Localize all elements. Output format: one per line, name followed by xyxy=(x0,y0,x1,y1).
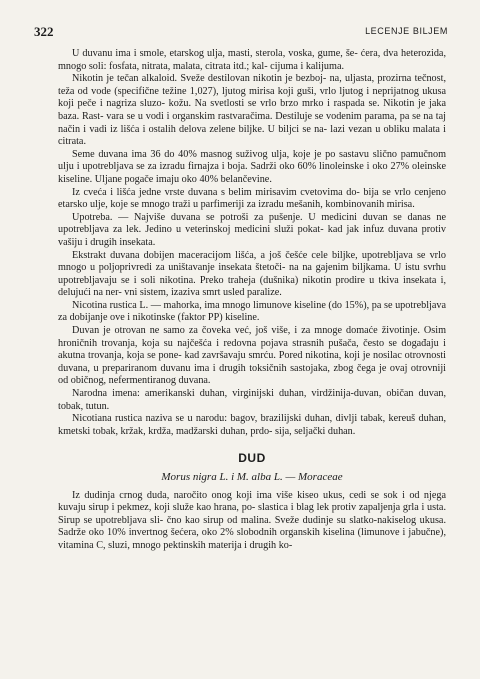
paragraph-folk-names: Narodna imena: amerikanski duhan, virginijski duhan, virdžinija-duvan, običan duvan, tobak, tutun. xyxy=(58,388,446,412)
paragraph-dud: Iz dudinja crnog duda, naročito onog koji ima više kiseo ukus, cedi se sok i od njega kuvaju sirup i pekmez, koji služe kao hrana, po- slastica i blag lek protiv zapaljenja grla i usta. Sirup se upotrebljava sli- čno kao sirup od malina. Sveže dudinje su slatko-nakiselog ukusa. Sadrže oko 10% invertnog šećera, oko 2% slobodnih organskih kiselina (limunove i jabučne), vitamina C, sluzi, mnogo pektinskih materija i drugih ko- xyxy=(58,489,446,551)
section-subtitle: Morus nigra L. i M. alba L. — Moraceae xyxy=(161,471,343,483)
paragraph-toxicity: Duvan je otrovan ne samo za čoveka već, još više, i za mnoge domaće životinje. Osim hroničnih trovanja, koja su najčešća i redovna pojava strasnih pušača, često se događaju i akutna trovanja, koja se pone- kad završavaju smrću. Pored nikotina, koji je nosilac otrovnosti duvana, u prepariranom duvanu ima i drugih toksičnih sastojaka, zbog čega je ovaj otrovniji od običnog, nefermentiranog duvana. xyxy=(58,325,446,387)
page-header xyxy=(34,24,448,40)
running-head: LECENJE BILJEM xyxy=(365,26,448,36)
page-number: 322 xyxy=(34,24,54,39)
section-title: DUD xyxy=(238,451,266,466)
paragraph-extract: Ekstrakt duvana dobijen maceracijom lišća, a još češće cele biljke, upotrebljava se vrlo mnogo u poljoprivredi za uništavanje insekata štetoči- na na gajenim biljkama. U istu svrhu upotrebljavaju se i soli nikotina. Preko traheja (dušnika) nikotin prodire u tkiva insekata i, delujući na ner- vni sistem, izaziva smrt usled paralize. xyxy=(58,249,446,299)
paragraph-seed-oil: Seme duvana ima 36 do 40% masnog suživog ulja, koje je po sastavu slično pamučnom ulju i upotrebljava se za izradu firnajza i boja. Sadrži oko 60% linoleinske i oko 27% oleinske kiseline. Uljane pogače imaju oko 40% belančevine. xyxy=(58,148,446,185)
paragraph-rustica-names: Nicotiana rustica naziva se u narodu: bagov, brazilijski duhan, divlji tabak, kereuš duhan, kmetski tobak, kržak, krdža, madžarski duhan, prdo- sija, seljački duhan. xyxy=(58,413,446,437)
body-text xyxy=(58,48,446,553)
paragraph-usage: Upotreba. — Najviše duvana se potroši za pušenje. U medicini duvan se danas ne upotrebljava za lek. Jedino u veterinskoj medicini služi pokat- kad jak infuz duvana protiv vašiju i drugih insekata. xyxy=(58,211,446,248)
paragraph-nicotina-rustica: Nicotina rustica L. — mahorka, ima mnogo limunove kiseline (do 15%), pa se upotrebljava za dobijanje ove i nikotinske (faktor PP) kiseline. xyxy=(58,299,446,324)
paragraph-composition: U duvanu ima i smole, etarskog ulja, masti, sterola, voska, gume, še- ćera, dva heterozida, mnogo soli: fosfata, nitrata, malata, citrata itd.; kal- cijuma i kalijuma. xyxy=(58,48,446,72)
paragraph-nicotine: Nikotin je tečan alkaloid. Sveže destilovan nikotin je bezboj- na, uljasta, prozirna tečnost, teža od vode (specifične težine 1,027), ljutog mirisa koji guši, vrlo ljutog i neprijatnog ukusa koji peče i nagriza sluzo- kožu. Na svetlosti se vrlo brzo mrko i raspada se. Nikotin je jaka baza. Rast- vara se u vodi i organskim rastvaračima. Destiluje se vodenim parama, pa se na taj način i vadi iz lišća i ostalih delova zelene biljke. U biljci se na- lazi vezan u obliku malata i citrata. xyxy=(58,73,446,148)
paragraph-essential-oil: Iz cveća i lišća jedne vrste duvana s belim mirisavim cvetovima do- bija se vrlo cenjeno etarsko ulje, koje se mnogo traži u parfimeriji za izradu mešanih, kombinovanih mirisa. xyxy=(58,186,446,211)
